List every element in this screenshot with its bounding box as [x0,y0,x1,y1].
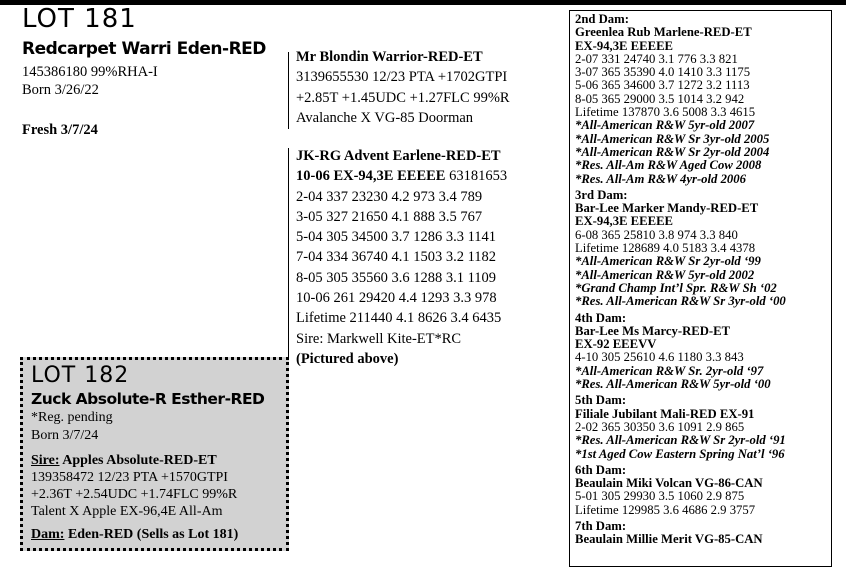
dam2-record: 8-05 365 29000 3.5 1014 3.2 942 [575,91,745,106]
dam4-award: *All-American R&W Sr. 2yr-old ‘97 [575,363,764,378]
dam6-name: Beaulain Miki Volcan VG-86-CAN [575,476,763,491]
dam4-heading: 4th Dam: [575,310,627,325]
dam3-heading: 3rd Dam: [575,187,628,202]
dam-record-row: 3-05 327 21650 4.1 888 3.5 767 [296,208,483,225]
lot-182-sire-line-1: 139358472 12/23 PTA +1570GTPI [31,470,228,485]
lot-182-sire-line-3: Talent X Apple EX-96,4E All-Am [31,504,223,519]
lot-182-sire-line-2: +2.36T +2.54UDC +1.74FLC 99%R [31,487,238,502]
dam3-award: *Res. All-American R&W Sr 3yr-old ‘00 [575,294,786,309]
dam3-lifetime: Lifetime 128689 4.0 5183 3.4 4378 [575,241,756,256]
dam7-heading: 7th Dam: [575,518,627,533]
dam2-record: 2-07 331 24740 3.1 776 3.3 821 [575,51,738,66]
pedigree-box [569,10,832,567]
dam5-award: *Res. All-American R&W Sr 2yr-old ‘91 [575,433,786,448]
dam-lifetime: Lifetime 211440 4.1 8626 3.4 6435 [296,310,502,327]
lot-182-title: LOT 182 [31,363,130,388]
dam2-award: *All-American R&W Sr 2yr-old 2004 [575,144,770,159]
dam5-heading: 5th Dam: [575,393,627,408]
dam-block [296,146,507,369]
dam2-award: *Res. All-Am R&W 4yr-old 2006 [575,171,746,186]
lot-182-born: Born 3/7/24 [31,428,99,443]
lot-181-animal-name: Redcarpet Warri Eden-RED [22,39,266,59]
sire-line-2: +2.85T +1.45UDC +1.27FLC 99%R [296,89,510,106]
lot-182-registration: *Reg. pending [31,410,113,425]
lot-182-sire-label: Sire: [31,453,60,468]
dam3-record: 6-08 365 25810 3.8 974 3.3 840 [575,227,738,242]
dam5-name: Filiale Jubilant Mali-RED EX-91 [575,406,755,421]
dam-classification [296,166,507,186]
dam-sire-line: Sire: Markwell Kite-ET*RC [296,330,462,347]
dam-record-row: 8-05 305 35560 3.6 1288 3.1 1109 [296,269,497,286]
dam2-heading: 2nd Dam: [575,12,629,26]
dam2-record: 3-07 365 35390 4.0 1410 3.3 1175 [575,65,751,80]
dam2-lifetime: Lifetime 137870 3.6 5008 3.3 4615 [575,105,756,120]
dam3-award: *All-American R&W Sr 2yr-old ‘99 [575,254,761,269]
lot-182-dam [31,526,238,543]
dam-record-row: 7-04 334 36740 4.1 1503 3.2 1182 [296,249,497,266]
dam5-record: 2-02 365 30350 3.6 1091 2.9 865 [575,419,745,434]
dam7-name: Beaulain Millie Merit VG-85-CAN [575,532,763,547]
dam2-award: *Res. All-Am R&W Aged Cow 2008 [575,158,762,173]
dam6-lifetime: Lifetime 129985 3.6 4686 2.9 3757 [575,502,756,517]
dam-reg-number: 63181653 [445,168,508,185]
dam6-heading: 6th Dam: [575,462,627,477]
dam-record-row: 2-04 337 23230 4.2 973 3.4 789 [296,188,483,205]
dam4-class: EX-92 EEEVV [575,337,657,352]
dam2-class: EX-94,3E EEEEE [575,38,673,53]
lot-182-sire [31,452,217,469]
lot-181-born: Born 3/26/22 [22,82,99,98]
lot-182-animal-name: Zuck Absolute-R Esther-RED [31,390,265,408]
dam2-record: 5-06 365 34600 3.7 1272 3.2 1113 [575,78,750,93]
dam6-record: 5-01 305 29930 3.5 1060 2.9 875 [575,489,745,504]
dam-pictured-note: (Pictured above) [296,350,399,367]
lot-182-box [20,357,289,551]
dam-bracket [288,148,289,370]
lot-181-fresh: Fresh 3/7/24 [22,122,98,138]
dam3-award: *Grand Champ Int’l Spr. R&W Sh ‘02 [575,280,777,295]
dam-name: JK-RG Advent Earlene-RED-ET [296,148,501,164]
dam-class-score: 10-06 EX-94,3E EEEEE [296,168,446,185]
sire-name: Mr Blondin Warrior-RED-ET [296,49,483,65]
lot-181-registration: 145386180 99%RHA-I [22,64,158,80]
lot-182-sire-name: Apples Absolute-RED-ET [59,453,217,468]
dam3-name: Bar-Lee Marker Mandy-RED-ET [575,201,759,216]
dam2-name: Greenlea Rub Marlene-RED-ET [575,25,752,40]
dam-record-row: 5-04 305 34500 3.7 1286 3.3 1141 [296,229,497,246]
dam3-award: *All-American R&W 5yr-old 2002 [575,267,755,282]
sire-bracket [288,52,289,129]
sire-block [296,47,510,128]
dam-record-row: 10-06 261 29420 4.4 1293 3.3 978 [296,290,497,307]
dam3-class: EX-94,3E EEEEE [575,214,673,229]
dam5-award: *1st Aged Cow Eastern Spring Nat’l ‘96 [575,446,785,461]
lot-181-title: LOT 181 [22,4,137,34]
lot-182-dam-value: Eden-RED (Sells as Lot 181) [64,527,239,542]
sire-line-3: Avalanche X VG-85 Doorman [296,109,474,126]
dam2-award: *All-American R&W Sr 3yr-old 2005 [575,131,770,146]
lot-182-dam-label: Dam: [31,527,65,542]
dam4-name: Bar-Lee Ms Marcy-RED-ET [575,323,731,338]
dam4-award: *Res. All-American R&W 5yr-old ‘00 [575,377,771,392]
dam4-record: 4-10 305 25610 4.6 1180 3.3 843 [575,350,744,365]
sire-line-1: 3139655530 12/23 PTA +1702GTPI [296,69,508,86]
dam2-award: *All-American R&W 5yr-old 2007 [575,118,755,133]
